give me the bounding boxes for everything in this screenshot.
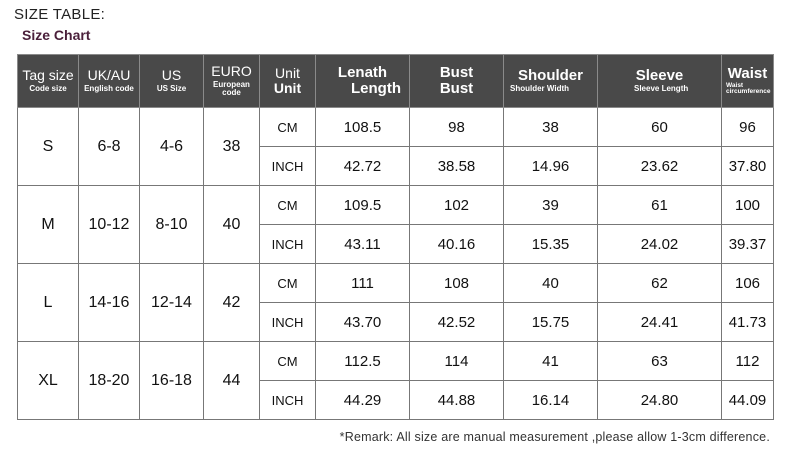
cell-unit: INCH	[260, 225, 316, 264]
table-row	[18, 264, 774, 303]
page-title: SIZE TABLE:	[14, 6, 106, 23]
col-header-sleeve: Sleeve Sleeve Length	[598, 55, 722, 108]
cell-sleeve: 60	[598, 108, 722, 147]
col-header-bust: Bust Bust	[410, 55, 504, 108]
col-header-euro: EURO European code	[204, 55, 260, 108]
cell-us: 16-18	[140, 342, 204, 420]
cell-unit: INCH	[260, 303, 316, 342]
cell-shoulder: 15.35	[504, 225, 598, 264]
cell-tag: M	[18, 186, 79, 264]
col-header-length: Lenath Length	[316, 55, 410, 108]
cell-sleeve: 24.41	[598, 303, 722, 342]
header-row	[18, 55, 774, 108]
cell-euro: 42	[204, 264, 260, 342]
cell-unit: CM	[260, 264, 316, 303]
cell-length: 112.5	[316, 342, 410, 381]
cell-sleeve: 61	[598, 186, 722, 225]
cell-tag: S	[18, 108, 79, 186]
cell-bust: 102	[410, 186, 504, 225]
cell-bust: 38.58	[410, 147, 504, 186]
cell-shoulder: 16.14	[504, 381, 598, 420]
cell-waist: 106	[722, 264, 774, 303]
cell-waist: 96	[722, 108, 774, 147]
cell-shoulder: 38	[504, 108, 598, 147]
cell-unit: CM	[260, 342, 316, 381]
cell-sleeve: 24.02	[598, 225, 722, 264]
cell-ukau: 6-8	[79, 108, 140, 186]
col-header-unit: Unit Unit	[260, 55, 316, 108]
cell-tag: XL	[18, 342, 79, 420]
cell-tag: L	[18, 264, 79, 342]
cell-us: 8-10	[140, 186, 204, 264]
cell-length: 109.5	[316, 186, 410, 225]
cell-waist: 112	[722, 342, 774, 381]
cell-bust: 44.88	[410, 381, 504, 420]
cell-length: 108.5	[316, 108, 410, 147]
cell-us: 4-6	[140, 108, 204, 186]
cell-shoulder: 40	[504, 264, 598, 303]
cell-bust: 42.52	[410, 303, 504, 342]
cell-shoulder: 14.96	[504, 147, 598, 186]
col-header-tag: Tag size Code size	[18, 55, 79, 108]
cell-bust: 98	[410, 108, 504, 147]
cell-waist: 37.80	[722, 147, 774, 186]
cell-ukau: 10-12	[79, 186, 140, 264]
cell-length: 43.70	[316, 303, 410, 342]
cell-length: 44.29	[316, 381, 410, 420]
cell-euro: 44	[204, 342, 260, 420]
table-row	[18, 186, 774, 225]
cell-ukau: 18-20	[79, 342, 140, 420]
cell-waist: 100	[722, 186, 774, 225]
cell-bust: 40.16	[410, 225, 504, 264]
cell-sleeve: 62	[598, 264, 722, 303]
cell-unit: INCH	[260, 147, 316, 186]
cell-length: 42.72	[316, 147, 410, 186]
cell-shoulder: 41	[504, 342, 598, 381]
col-header-shoulder: Shoulder Shoulder Width	[504, 55, 598, 108]
cell-ukau: 14-16	[79, 264, 140, 342]
cell-sleeve: 63	[598, 342, 722, 381]
table-row	[18, 342, 774, 381]
cell-us: 12-14	[140, 264, 204, 342]
cell-euro: 38	[204, 108, 260, 186]
size-table	[17, 54, 774, 420]
cell-length: 43.11	[316, 225, 410, 264]
cell-unit: CM	[260, 108, 316, 147]
cell-sleeve: 23.62	[598, 147, 722, 186]
cell-waist: 39.37	[722, 225, 774, 264]
remark-note: *Remark: All size are manual measurement ,please allow 1-3cm difference.	[339, 430, 770, 444]
cell-shoulder: 39	[504, 186, 598, 225]
table-row	[18, 108, 774, 147]
cell-sleeve: 24.80	[598, 381, 722, 420]
col-header-waist: Waist Waist circumference	[722, 55, 774, 108]
page-subtitle: Size Chart	[22, 27, 91, 43]
cell-waist: 41.73	[722, 303, 774, 342]
cell-bust: 108	[410, 264, 504, 303]
cell-waist: 44.09	[722, 381, 774, 420]
col-header-us: US US Size	[140, 55, 204, 108]
cell-euro: 40	[204, 186, 260, 264]
col-header-ukau: UK/AU English code	[79, 55, 140, 108]
cell-length: 111	[316, 264, 410, 303]
cell-bust: 114	[410, 342, 504, 381]
cell-shoulder: 15.75	[504, 303, 598, 342]
cell-unit: CM	[260, 186, 316, 225]
cell-unit: INCH	[260, 381, 316, 420]
